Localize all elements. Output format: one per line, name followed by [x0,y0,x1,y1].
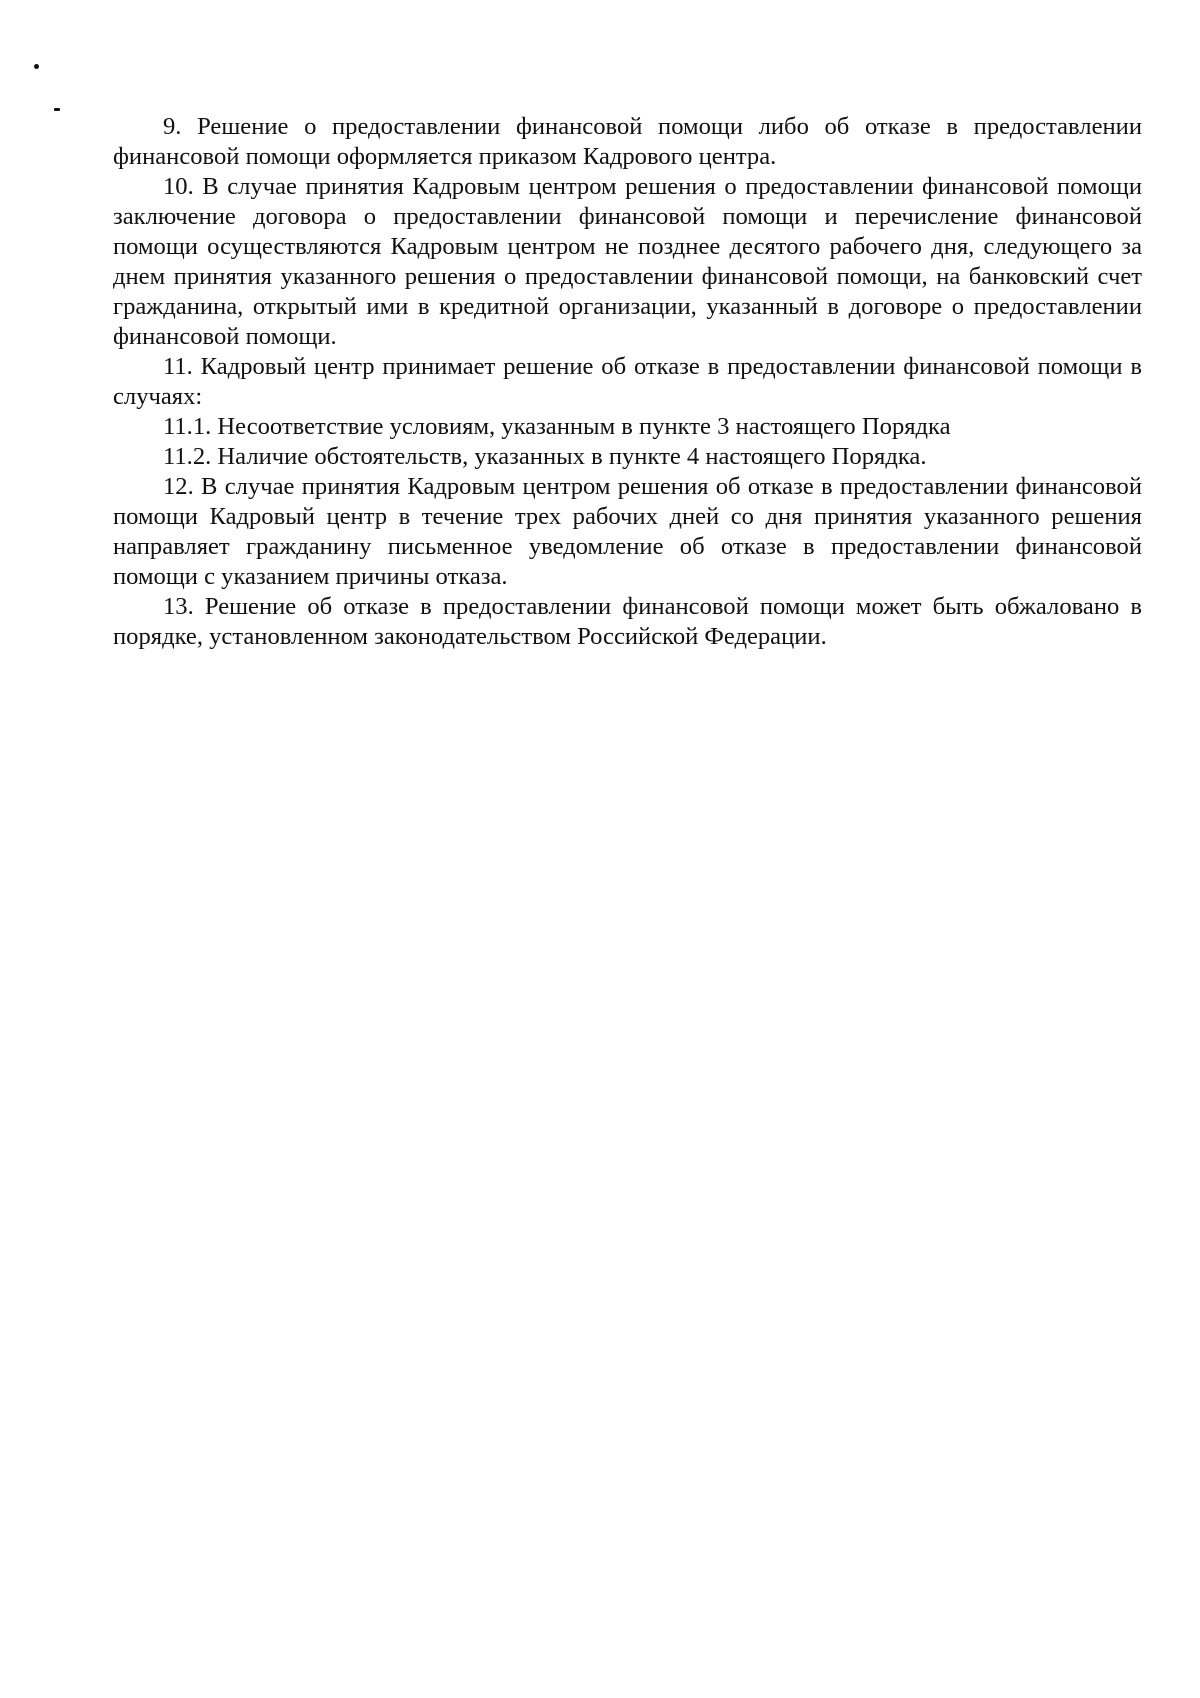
scan-dot-mark [34,64,39,69]
paragraph-11: 11. Кадровый центр принимает решение об отказе в предоставлении финансовой помощи в случаях: [113,353,1142,410]
paragraph-10: 10. В случае принятия Кадровым центром решения о предоставлении финансовой помощи заключение договора о предоставлении финансовой помощи и перечисление финансовой помощи осуществляются Кадровым центром не позднее десятого рабочего дня, следующего за днем принятия указанного решения о предоставлении финансовой помощи, на банковский счет гражданина, открытый ими в кредитной организации, указанный в договоре о предоставлении финансовой помощи. [113,173,1142,350]
paragraph-11-2: 11.2. Наличие обстоятельств, указанных в пункте 4 настоящего Порядка. [163,443,927,470]
paragraph-12: 12. В случае принятия Кадровым центром решения об отказе в предоставлении финансовой помощи Кадровый центр в течение трех рабочих дней со дня принятия указанного решения направляет гражданину письменное уведомление об отказе в предоставлении финансовой помощи с указанием причины отказа. [113,473,1142,590]
document-body [113,112,1142,652]
paragraph-11-1: 11.1. Несоответствие условиям, указанным в пункте 3 настоящего Порядка [163,413,951,440]
paragraph-9: 9. Решение о предоставлении финансовой помощи либо об отказе в предоставлении финансовой помощи оформляется приказом Кадрового центра. [113,113,1142,170]
scan-dash-mark [54,108,60,111]
paragraph-13: 13. Решение об отказе в предоставлении финансовой помощи может быть обжаловано в порядке, установленном законодательством Российской Федерации. [113,593,1142,650]
